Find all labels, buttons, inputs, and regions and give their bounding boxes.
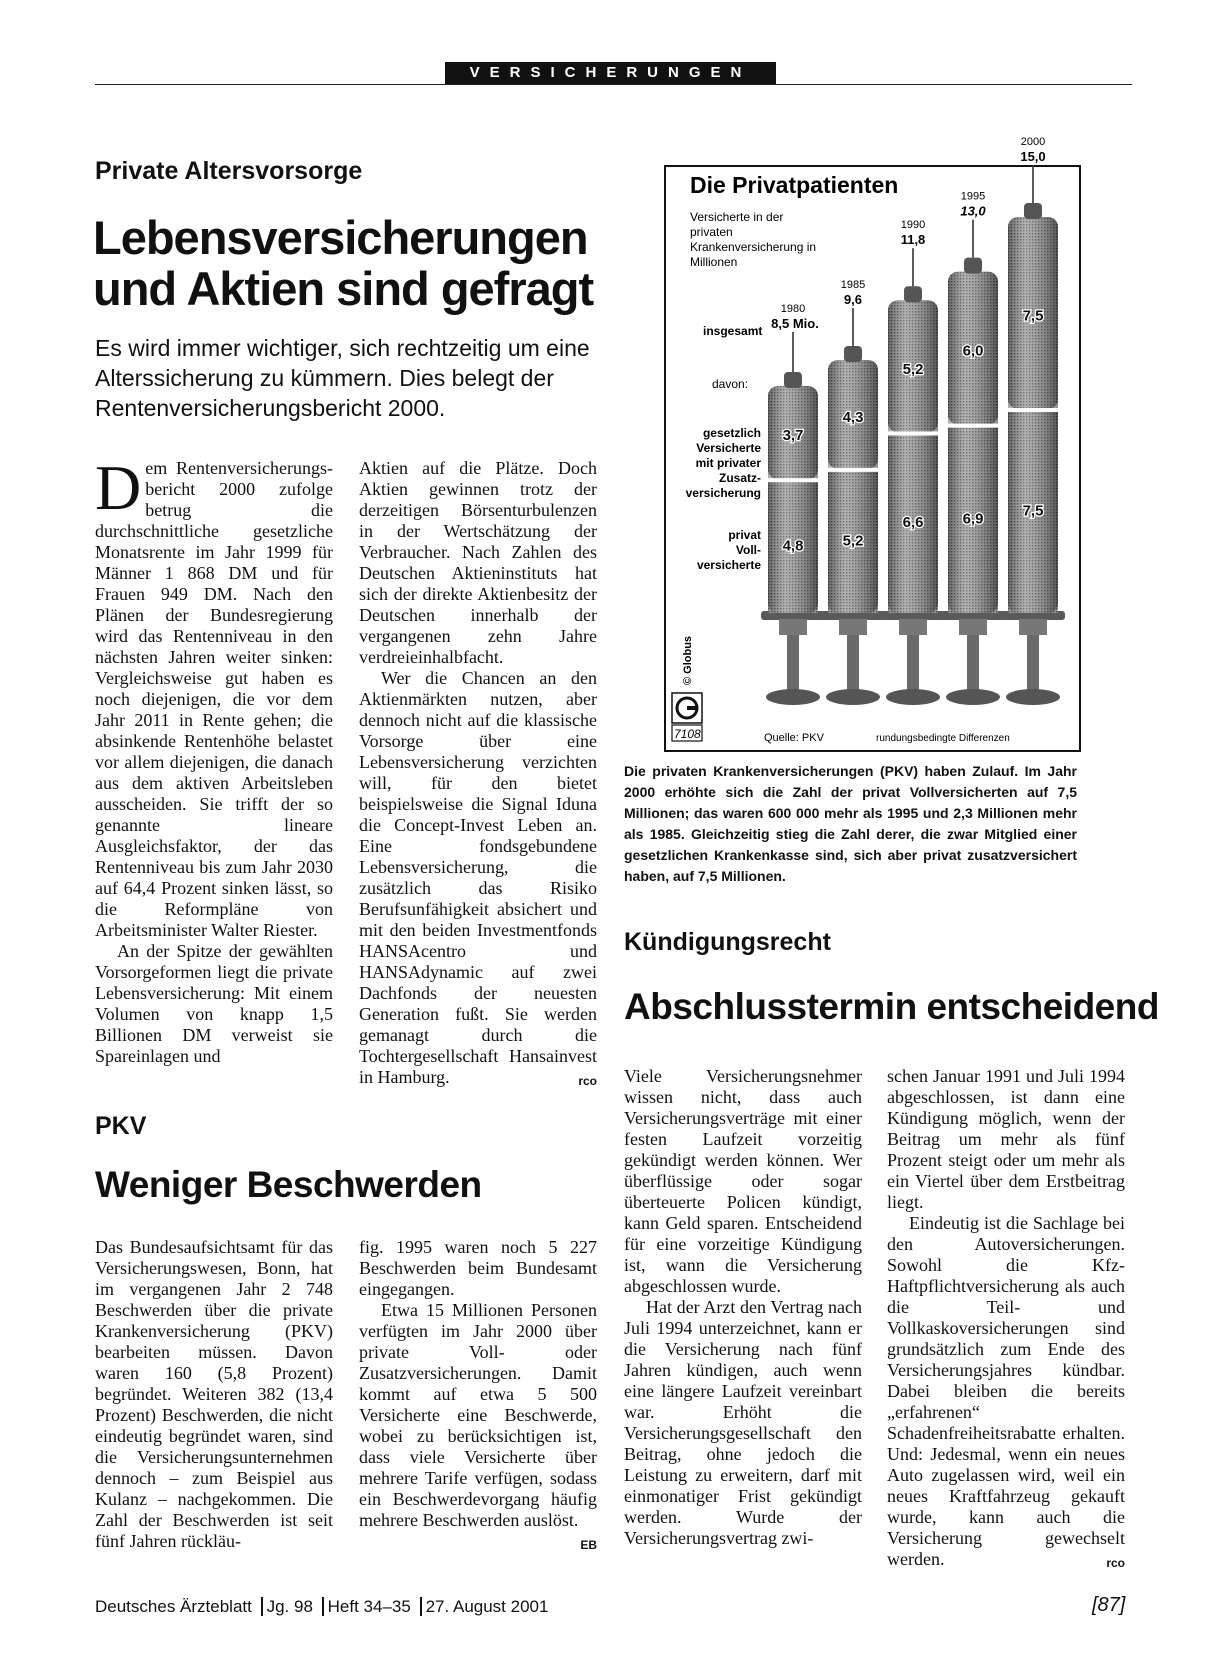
syringe-barrel-shade — [768, 386, 818, 613]
syringe-nozzle — [844, 346, 862, 362]
value-label-zusatz: 4,3 — [842, 408, 864, 426]
chart-title: Die Privatpatienten — [690, 172, 899, 198]
syringe-barrel-shade — [888, 300, 938, 613]
article2-column1 — [95, 1237, 333, 1552]
article1-col1-paragraph2: An der Spitze der gewählten Vorsorgeformen liegt die private Lebensversicherung: Mit einem Volumen von knapp 1,5 Billionen DM verweist sie Spareinlagen und — [95, 941, 333, 1066]
article3-column2 — [887, 1066, 1125, 1574]
article3-signature: rco — [1106, 1556, 1125, 1570]
year-label: 2000 — [1020, 136, 1046, 148]
syringe-plunger — [787, 633, 799, 691]
chart-code: 7108 — [674, 727, 701, 741]
value-label-zusatz: 7,5 — [1022, 307, 1044, 325]
value-label-voll: 6,6 — [902, 514, 924, 532]
total-value-label: 15,0 — [1020, 149, 1046, 164]
total-value-label: 8,5 Mio. — [771, 316, 819, 331]
series-label-line: mit privater — [695, 456, 761, 470]
article1-column2 — [359, 458, 597, 1092]
syringe-neck — [959, 619, 987, 635]
total-value-label: 13,0 — [960, 203, 986, 219]
article3-kicker: Kündigungsrecht — [624, 928, 831, 956]
series-label-line: versicherung — [685, 486, 761, 500]
article3-col2-paragraph2 — [887, 1213, 1125, 1570]
footer-volume: Jg. 98 — [266, 1597, 313, 1616]
series-label-line: privat — [728, 528, 761, 542]
year-label: 1985 — [840, 279, 866, 291]
article1-headline-line1: Lebensversicherungen — [93, 211, 588, 264]
article3-col2-text2: Eindeutig ist die Sachlage bei den Autoversicherungen. Sowohl die Kfz-Haftpflichtversicherung als auch die Teil- und Vollkaskoversicherungen sind grundsätzlich zum Ende des Versicherungsjahres kündbar. Dabei bleiben die bereits „erfahrenen“ Schadenfreiheitsrabatte erhalten. Und: Jedesmal, wenn ein neues Auto zugelassen wird, weil ein neues Kraftfahrzeug gekauft wurde, kann auch die Versicherung gewechselt werden. — [887, 1213, 1125, 1569]
series-label-line: Versicherte — [696, 441, 761, 455]
value-label-voll: 5,2 — [842, 532, 864, 550]
article2-headline: Weniger Beschwerden — [95, 1164, 482, 1205]
chart-svg — [666, 136, 1079, 750]
syringe-neck — [779, 619, 807, 635]
article1-headline-line2: und Aktien sind gefragt — [93, 262, 594, 315]
section-label: VERSICHERUNGEN — [445, 62, 776, 84]
syringe-barrel-shade — [1008, 217, 1058, 613]
total-label: insgesamt — [703, 324, 763, 338]
article1-col1-paragraph1 — [95, 452, 333, 941]
series-label-line: Zusatz- — [719, 471, 761, 485]
chart-subtitle — [690, 210, 816, 269]
syringe-nozzle — [904, 286, 922, 302]
article2-col2-text2: Etwa 15 Millionen Personen verfügten im Jahr 2000 über private Voll- oder Zusatzversicherungen. Damit kommt auf etwa 5 500 Versicherte eine Beschwerde, wobei zu berücksichtigen ist, dass viele Versicherte über mehrere Tarife verfügen, sodass ein Beschwerdevorgang häufig mehrere Beschwerden auslöst. — [359, 1300, 597, 1530]
article1-headline — [93, 212, 613, 314]
value-label-zusatz: 3,7 — [782, 427, 804, 445]
chart-subtitle-line: Millionen — [690, 255, 738, 269]
syringe-neck — [1019, 619, 1047, 635]
article3-col2-paragraph1: schen Januar 1991 und Juli 1994 abgeschlossen, ist dann eine Kündigung möglich, wenn der Beitrag um mehr als fünf Prozent steigt oder um mehr als ein Viertel über dem Erstbeitrag liegt. — [887, 1066, 1125, 1212]
syringe-plunger-base — [1006, 689, 1060, 705]
figure-caption: Die privaten Krankenversicherungen (PKV) haben Zulauf. Im Jahr 2000 erhöhte sich die Zahl der privat Vollversicherten auf 7,5 Millionen; das waren 600 000 mehr als 1995 und 2,3 Millionen mehr als 1985. Gleichzeitig stieg die Zahl derer, die zwar Mitglied einer gesetzlichen Krankenkasse sind, sich aber privat zusatzversichert haben, auf 7,5 Millionen. — [624, 763, 1077, 884]
globus-logo-icon — [672, 693, 702, 723]
header-rule — [95, 84, 1132, 85]
syringe-plunger — [967, 633, 979, 691]
year-label: 1990 — [900, 219, 926, 232]
syringe-nozzle — [784, 372, 802, 388]
total-value-label: 11,8 — [900, 232, 926, 248]
series-labels — [686, 426, 762, 572]
series-label-line: versicherte — [696, 558, 761, 572]
chart-note: rundungsbedingte Differenzen — [876, 733, 1010, 744]
article2-col1-paragraph1: Das Bundesaufsichtsamt für das Versicherungswesen, Bonn, hat im vergangenen Jahr 2 748 Beschwerden über die private Krankenversicherung (PKV) bearbeiten müssen. Davon waren 160 (5,8 Prozent) begründet. Weiteren 382 (13,4 Prozent) Beschwerden, die nicht eindeutig begründet waren, sind die Versicherungsunternehmen dennoch – zum Beispiel aus Kulanz – nachgekommen. Die Zahl der Beschwerden ist seit fünf Jahren rückläu- — [95, 1237, 333, 1551]
dropcap: D — [95, 452, 142, 523]
chart-subtitle-line: Krankenversicherung in — [690, 240, 817, 254]
year-label: 1995 — [960, 190, 986, 203]
syringe-barrel-shade — [828, 360, 878, 613]
article2-column2 — [359, 1237, 597, 1556]
value-label-zusatz: 6,0 — [962, 342, 984, 360]
article1-col2-paragraph1: Aktien auf die Plätze. Doch Aktien gewinnen trotz der derzeitigen Börsenturbulenzen in der Wertschätzung der Verbraucher. Nach Zahlen des Deutschen Aktieninstituts hat sich der direkte Aktienbesitz der Deutschen innerhalb der vergangenen zehn Jahre verdreieinhalbfacht. — [359, 458, 597, 667]
syringe-neck — [899, 619, 927, 635]
chart-credit: © Globus — [682, 635, 694, 685]
page-number: [87] — [1092, 1594, 1126, 1616]
syringe-plunger — [847, 633, 859, 691]
article2-col2-paragraph1: fig. 1995 waren noch 5 227 Beschwerden beim Bundesamt eingegangen. — [359, 1237, 597, 1299]
series-label-line: Voll- — [735, 543, 761, 557]
chart-subtitle-line: Versicherte in der — [690, 210, 784, 224]
segment-divider — [888, 431, 938, 435]
chart-source: Quelle: PKV — [764, 732, 824, 744]
article1-lead: Es wird immer wichtiger, sich rechtzeitig um eine Alterssicherung zu kümmern. Dies belegt der Rentenversicherungsbericht 2000. — [95, 335, 590, 421]
article1-kicker: Private Altersvorsorge — [95, 157, 363, 185]
syringe-plunger-base — [886, 689, 940, 705]
syringe-neck — [839, 619, 867, 635]
privatpatienten-chart — [664, 136, 1081, 752]
syringe-plunger-base — [766, 689, 820, 705]
footer-journal: Deutsches Ärzteblatt — [95, 1597, 252, 1616]
footer-citation — [95, 1597, 548, 1617]
syringes — [761, 136, 1065, 705]
syringe-nozzle — [964, 258, 982, 274]
segment-divider — [828, 468, 878, 472]
chart-subtitle-line: privaten — [690, 225, 733, 239]
total-value-label: 9,6 — [843, 292, 863, 307]
article1-signature: rco — [578, 1074, 597, 1088]
value-label-voll: 6,9 — [962, 510, 984, 528]
series-label-line: gesetzlich — [702, 426, 761, 440]
article3-headline: Abschlusstermin entscheidend — [624, 986, 1159, 1027]
value-label-zusatz: 5,2 — [902, 360, 924, 378]
segment-divider — [948, 424, 998, 428]
segment-divider — [768, 478, 818, 482]
footer-date: 27. August 2001 — [425, 1597, 549, 1616]
article1-col2-text2: Wer die Chancen an den Aktienmärkten nutzen, aber dennoch nicht auf die klassische Vorsorge über eine Lebensversicherung verzichten will, für den bietet beispielsweise die Signal Iduna die Concept-Invest Leben an. Eine fondsgebundene Lebensversicherung, die zusätzlich das Risiko Berufsunfähigkeit absichert und mit den beiden Investmentfonds HANSAcentro und HANSAdynamic auf zwei Dachfonds der neuesten Generation fußt. Sie werden gemanagt durch die Tochtergesellschaft Hansainvest in Hamburg. — [359, 668, 597, 1087]
value-label-voll: 4,8 — [782, 537, 804, 555]
article1-col1-text1: em Rentenversicherungsbericht 2000 zufolge betrug die durchschnittliche gesetzliche Monatsrente im Jahr 1999 für Männer 1 868 DM und für Frauen 949 DM. Nach den Plänen der Bundesregierung wird das Rentenniveau in den nächsten Jahren weiter sinken: Vergleichsweise gut haben es noch diejenigen, die vor dem Jahr 2011 in Rente gehen; die absinkende Rentenhöhe belastet vor allem diejenigen, die danach aus dem aktiven Arbeitsleben ausscheiden. Sie trifft der so genannte lineare Ausgleichsfaktor, der das Rentenniveau bis zum Jahr 2030 auf 64,4 Prozent sinken lässt, so die Reformpläne von Arbeitsminister Walter Riester. — [95, 458, 333, 940]
article2-signature: EB — [580, 1538, 597, 1552]
article3-column1 — [624, 1066, 862, 1549]
article1-col2-paragraph2 — [359, 668, 597, 1088]
syringe-barrel-shade — [948, 272, 998, 613]
article1-column1 — [95, 452, 333, 1067]
syringe-nozzle — [1024, 203, 1042, 219]
article3-col1-paragraph2: Hat der Arzt den Vertrag nach Juli 1994 unterzeichnet, kann er die Versicherung nach fünf Jahren kündigen, auch wenn eine längere Laufzeit vereinbart war. Erhöht die Versicherungsgesellschaft den Beitrag, ohne jedoch die Leistung zu erweitern, darf mit einmonatiger Frist gekündigt werden. Wurde der Versicherungsvertrag zwi- — [624, 1297, 862, 1548]
article2-kicker: PKV — [95, 1112, 147, 1140]
segment-divider — [1008, 408, 1058, 412]
breakdown-label: davon: — [712, 377, 749, 391]
syringe-plunger — [907, 633, 919, 691]
syringe-plunger — [1027, 633, 1039, 691]
value-label-voll: 7,5 — [1022, 502, 1044, 520]
article2-col2-paragraph2 — [359, 1300, 597, 1552]
article3-col1-paragraph1: Viele Versicherungsnehmer wissen nicht, dass auch Versicherungsverträge mit einer festen Laufzeit vorzeitig gekündigt werden können. Wer überflüssige oder sogar überteuerte Policen kündigt, kann Geld sparen. Entscheidend für eine vorzeitige Kündigung ist, wann die Versicherung abgeschlossen wurde. — [624, 1066, 862, 1296]
footer-issue: Heft 34–35 — [327, 1597, 411, 1616]
year-label: 1980 — [780, 303, 806, 315]
syringe-plunger-base — [946, 689, 1000, 705]
syringe-plunger-base — [826, 689, 880, 705]
